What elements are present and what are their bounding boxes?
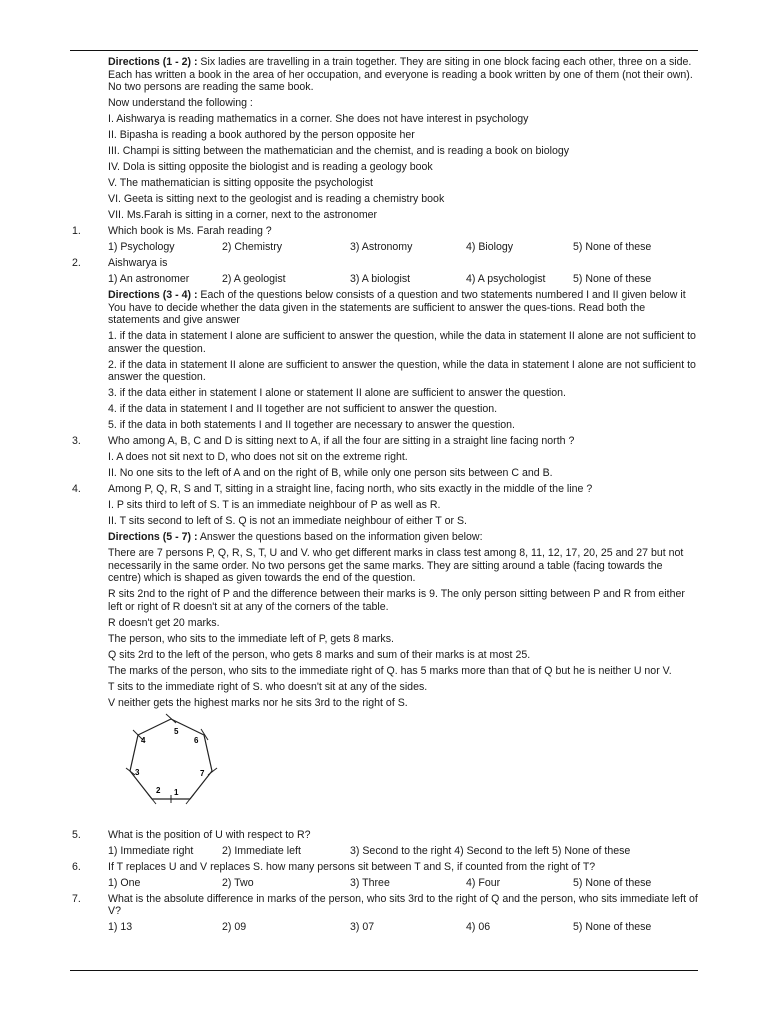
answer-choice-4: 4. if the data in statement I and II together are not sufficient to answer the question. — [108, 403, 498, 416]
statement-ii: II. Bipasha is reading a book authored by the person opposite her — [108, 129, 415, 142]
seat-label-1: 1 — [174, 787, 179, 797]
answer-choice-2: 2. if the data in statement II alone are sufficient to answer the question, while the data in statement I alone are not sufficient to answer the question. — [108, 358, 696, 384]
question-2-options — [72, 273, 698, 286]
question-7 — [72, 893, 698, 918]
info-paragraph: R sits 2nd to the right of P and the difference between their marks is 9. The only person sitting between P and R from either left or right of R doesn't sit at any of the corners of the table. — [108, 588, 685, 613]
directions-3-4-label: Directions (3 - 4) : — [108, 288, 198, 301]
directions-3-4-text: Each of the questions below consists of a question and two statements numbered I and II given below it You have to decide whether the data given in the statements are sufficient to answer the ques-tions. Read both the statements and give answer — [108, 288, 686, 327]
question-text: Who among A, B, C and D is sitting next to A, if all the four are sitting in a straight line facing north ? — [108, 435, 575, 448]
seat-label-3: 3 — [135, 767, 140, 777]
directions-3-4 — [72, 289, 698, 327]
question-3-statement-ii: II. No one sits to the left of A and on the right of B, while only one person sits between C and B. — [108, 467, 553, 480]
page-content — [72, 56, 698, 937]
option-2: 2) Chemistry — [222, 241, 283, 254]
option-2: 2) A geologist — [222, 273, 286, 285]
question-text: What is the position of U with respect to R? — [108, 828, 311, 841]
option-3: 3) 07 — [350, 921, 375, 934]
statement-vi: VI. Geeta is sitting next to the geologist and is reading a chemistry book — [108, 193, 445, 206]
seat-label-6: 6 — [194, 735, 199, 745]
option-4: 4) Biology — [466, 241, 514, 254]
option-2: 2) Two — [222, 876, 254, 889]
option-3: 3) Astronomy — [350, 241, 413, 254]
question-5 — [72, 829, 698, 842]
question-text: Which book is Ms. Farah reading ? — [108, 225, 272, 238]
question-7-options — [72, 921, 698, 934]
option-1: 1) Psychology — [108, 241, 175, 254]
seat-label-5: 5 — [174, 726, 179, 736]
heptagon-outline — [130, 719, 212, 799]
directions-5-7 — [72, 531, 698, 544]
question-number: 7. — [72, 892, 81, 905]
corner-tick — [166, 714, 176, 723]
question-4-statement-i: I. P sits third to left of S. T is an immediate neighbour of P as well as R. — [108, 499, 441, 512]
question-1 — [72, 225, 698, 238]
option-1: 1) Immediate right — [108, 844, 194, 857]
statement-i: I. Aishwarya is reading mathematics in a corner. She does not have interest in psychology — [108, 113, 529, 126]
option-5: 5) None of these — [573, 876, 652, 889]
option-1: 1) An astronomer — [108, 273, 190, 285]
option-2: 2) Immediate left — [222, 844, 301, 857]
info-paragraph: R doesn't get 20 marks. — [108, 616, 220, 629]
info-paragraph: The person, who sits to the immediate left of P, gets 8 marks. — [108, 632, 394, 645]
option-4: 4) Four — [466, 876, 501, 889]
question-number: 3. — [72, 435, 81, 448]
question-4-statement-ii: II. T sits second to left of S. Q is not an immediate neighbour of either T or S. — [108, 515, 468, 528]
top-rule — [70, 50, 698, 51]
option-3: 3) Three — [350, 876, 390, 889]
question-3-statement-i: I. A does not sit next to D, who does not sit on the extreme right. — [108, 451, 408, 464]
question-number: 2. — [72, 257, 81, 270]
option-1: 1) 13 — [108, 921, 133, 934]
option-5: 5) None of these — [573, 241, 652, 254]
info-paragraph: Q sits 2rd to the left of the person, who gets 8 marks and sum of their marks is at most 25. — [108, 648, 531, 661]
option-4: 4) 06 — [466, 921, 491, 934]
directions-1-2-text: Six ladies are travelling in a train together. They are siting in one block facing each other, three on a side. Each has written a book in the area of her occupation, and everyone is reading a book written by one of them (not their own). No two persons are reading the same book. — [108, 56, 693, 94]
info-paragraph: T sits to the immediate right of S. who doesn't sit at any of the sides. — [108, 680, 428, 693]
question-text: If T replaces U and V replaces S. how many persons sit between T and S, if counted from the right of T? — [108, 860, 596, 873]
directions-1-2 — [72, 56, 698, 94]
statement-vii: VII. Ms.Farah is sitting in a corner, next to the astronomer — [108, 209, 378, 222]
question-3 — [72, 435, 698, 448]
question-number: 6. — [72, 860, 81, 873]
info-paragraph: The marks of the person, who sits to the immediate right of Q. has 5 marks more than that of Q but he is neither U nor V. — [108, 664, 672, 677]
question-text: Among P, Q, R, S and T, sitting in a straight line, facing north, who sits exactly in the middle of the line ? — [108, 483, 593, 496]
bottom-rule — [70, 970, 698, 971]
option-2: 2) 09 — [222, 921, 247, 934]
seat-label-4: 4 — [141, 735, 146, 745]
question-4 — [72, 483, 698, 496]
heptagon-table-diagram — [116, 713, 226, 823]
directions-1-2-intro: Now understand the following : — [108, 97, 253, 110]
question-number: 4. — [72, 483, 81, 496]
option-5: 5) None of these — [573, 921, 652, 934]
option-3-5: 3) Second to the right 4) Second to the left 5) None of these — [350, 844, 631, 857]
info-paragraph: There are 7 persons P, Q, R, S, T, U and V. who get different marks in class test among 8, 11, 12, 17, 20, 25 and 27 but not necessarily in the same order. No two persons get the same marks. They are sitting around a table (facing towards the centre) which is shaped as given towards the end of the question. — [108, 547, 684, 585]
question-text: Aishwarya is — [108, 257, 168, 270]
answer-choice-1: 1. if the data in statement I alone are sufficient to answer the question, while the data in statement II alone are not sufficient to answer the question. — [108, 330, 696, 355]
directions-1-2-label: Directions (1 - 2) : — [108, 56, 198, 68]
directions-5-7-text: Answer the questions based on the information given below: — [197, 531, 483, 544]
question-number: 1. — [72, 225, 81, 238]
option-1: 1) One — [108, 876, 141, 889]
statement-iv: IV. Dola is sitting opposite the biologist and is reading a geology book — [108, 161, 433, 174]
option-4: 4) A psychologist — [466, 273, 546, 285]
option-3: 3) A biologist — [350, 273, 411, 285]
corner-tick — [208, 768, 217, 775]
table-figure — [108, 713, 698, 825]
question-text: What is the absolute difference in marks of the person, who sits 3rd to the right of Q and the person, who sits immediate left of V? — [108, 892, 698, 918]
question-2 — [72, 257, 698, 270]
seat-label-7: 7 — [200, 768, 205, 778]
option-5: 5) None of these — [573, 273, 652, 285]
answer-choice-3: 3. if the data either in statement I alone or statement II alone are sufficient to answer the question. — [108, 387, 566, 400]
seat-label-2: 2 — [156, 785, 161, 795]
question-1-options — [72, 241, 698, 254]
question-number: 5. — [72, 828, 81, 841]
answer-choice-5: 5. if the data in both statements I and II together are necessary to answer the question. — [108, 419, 515, 432]
statement-v: V. The mathematician is sitting opposite the psychologist — [108, 177, 373, 190]
question-6-options — [72, 877, 698, 890]
question-5-options — [72, 845, 698, 858]
question-6 — [72, 861, 698, 874]
directions-5-7-label: Directions (5 - 7) : — [108, 531, 198, 544]
statement-iii: III. Champi is sitting between the mathematician and the chemist, and is reading a book on biology — [108, 145, 570, 158]
info-paragraph: V neither gets the highest marks nor he sits 3rd to the right of S. — [108, 696, 408, 709]
